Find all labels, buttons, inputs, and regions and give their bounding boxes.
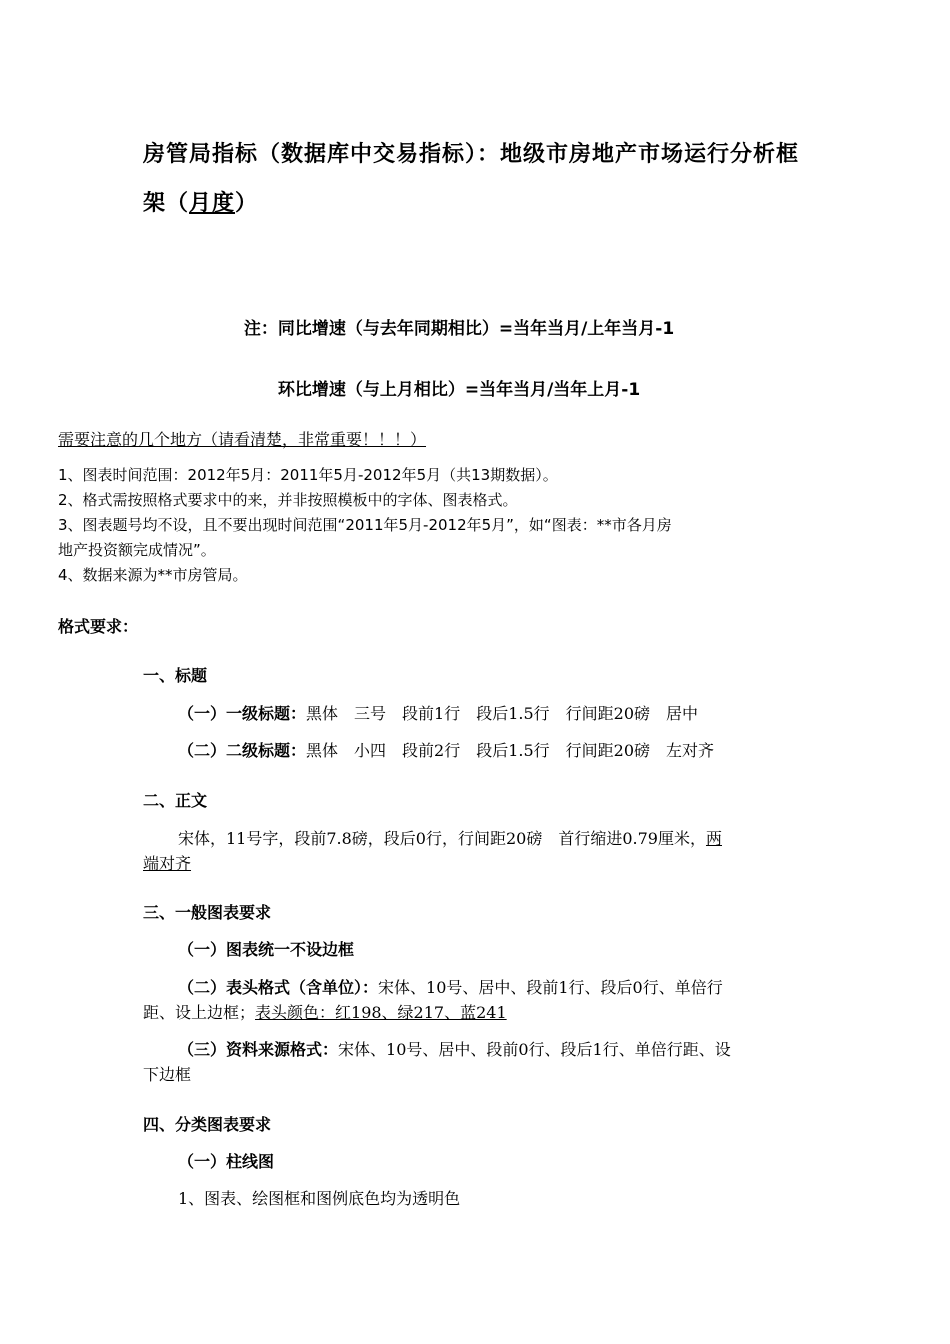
title-suffix: ） xyxy=(235,191,259,216)
format-heading: 格式要求： xyxy=(58,617,139,636)
section-title: 一、标题 xyxy=(143,666,208,685)
rule-item: 2、格式需按照格式要求中的来，并非按照模板中的字体、图表格式。 xyxy=(58,491,518,509)
note-mom: 环比增速（与上月相比）=当年当月/当年上月-1 xyxy=(277,380,641,400)
header-format-spec xyxy=(178,975,723,998)
page-title-line1: 房管局指标（数据库中交易指标）：地级市房地产市场运行分析框 xyxy=(143,142,800,167)
attention-heading: 需要注意的几个地方（请看清楚，非常重要！！！） xyxy=(58,430,427,449)
bar-line-chart-point: 1、图表、绘图框和图例底色均为透明色 xyxy=(178,1189,461,1208)
rule-item: 4、数据来源为**市房管局。 xyxy=(58,566,248,584)
title-period: 月度 xyxy=(189,191,236,216)
source-format-spec-cont: 下边框 xyxy=(143,1065,192,1084)
header-color-spec: 表头颜色：红198、绿217、蓝241 xyxy=(255,1003,507,1022)
spec-value: 黑体 三号 段前1行 段后1.5行 行间距20磅 居中 xyxy=(306,704,699,723)
spec-label: （三）资料来源格式： xyxy=(178,1040,339,1059)
page-title-line2 xyxy=(143,186,258,217)
spec-label: （二）表头格式（含单位）： xyxy=(178,978,379,997)
spec-value: 黑体 小四 段前2行 段后1.5行 行间距20磅 左对齐 xyxy=(306,741,715,760)
rule-item: 3、图表题号均不设，且不要出现时间范围“2011年5月-2012年5月”，如“图表：**市各月房 xyxy=(58,516,672,534)
body-spec-justify: 两 xyxy=(705,829,722,848)
spec-label: （一）一级标题： xyxy=(178,704,307,723)
body-spec-text: 宋体，11号字，段前7.8磅，段后0行，行间距20磅 首行缩进0.79厘米， xyxy=(178,829,706,848)
spec-label: （二）二级标题： xyxy=(178,741,307,760)
title-level2-spec xyxy=(178,738,714,761)
section-body: 二、正文 xyxy=(143,791,208,810)
rule-item-continued: 地产投资额完成情况”。 xyxy=(58,541,216,559)
chart-border-spec: （一）图表统一不设边框 xyxy=(178,940,355,959)
spec-value: 宋体、10号、居中、段前0行、段后1行、单倍行距、设 xyxy=(338,1040,731,1059)
source-format-spec xyxy=(178,1037,731,1060)
title-prefix: 架（ xyxy=(143,191,190,216)
section-category-charts: 四、分类图表要求 xyxy=(143,1115,272,1134)
spec-value: 距、设上边框； xyxy=(143,1003,256,1022)
body-spec-line2: 端对齐 xyxy=(143,854,192,873)
rule-item: 1、图表时间范围：2012年5月：2011年5月-2012年5月（共13期数据）。 xyxy=(58,466,558,484)
body-spec-line1 xyxy=(178,826,722,849)
note-yoy: 注：同比增速（与去年同期相比）=当年当月/上年当月-1 xyxy=(243,319,675,339)
spec-value: 宋体、10号、居中、段前1行、段后0行、单倍行 xyxy=(378,978,723,997)
bar-line-chart-heading: （一）柱线图 xyxy=(178,1152,275,1171)
section-general-charts: 三、一般图表要求 xyxy=(143,903,272,922)
header-format-spec-cont xyxy=(143,1000,507,1023)
title-level1-spec xyxy=(178,701,698,724)
